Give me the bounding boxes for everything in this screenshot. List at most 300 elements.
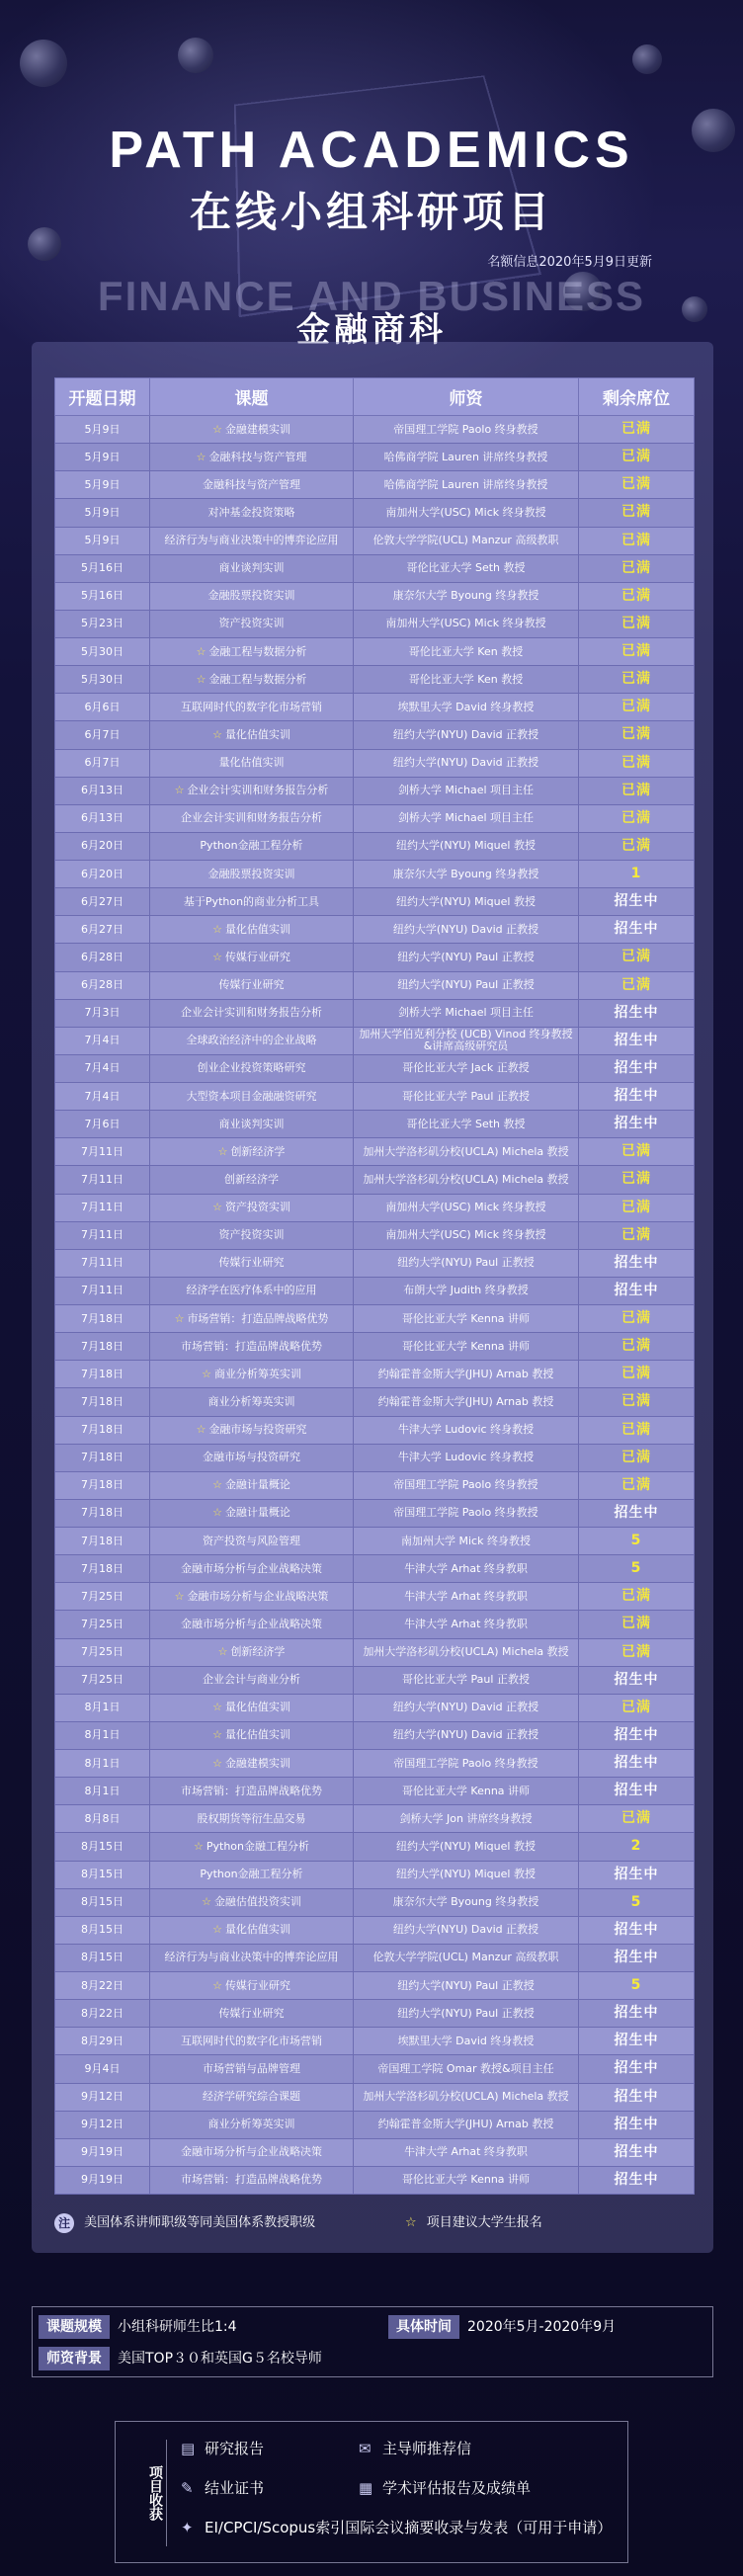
row-course: 金融股票投资实训 <box>207 867 295 880</box>
row-course: 金融建模实训 <box>224 1756 290 1770</box>
row-seats-cell <box>579 1388 695 1416</box>
row-date: 8月1日 <box>55 1750 150 1778</box>
row-course: 金融市场分析与企业战略决策 <box>181 1561 322 1575</box>
row-date: 7月4日 <box>55 1054 150 1082</box>
row-mentor: 帝国理工学院 Paolo 终身教授 <box>354 1471 579 1499</box>
star-icon: ☆ <box>196 644 206 658</box>
row-mentor: 加州大学伯克利分校 (UCB) Vinod 终身教授&讲席高级研究员 <box>354 1027 579 1054</box>
row-course-cell <box>150 2055 354 2083</box>
row-course: 股权期货等衍生品交易 <box>197 1811 306 1825</box>
table-row <box>55 1138 695 1166</box>
row-course: 量化估值实训 <box>218 756 285 770</box>
row-mentor: 纽约大学(NYU) Paul 正教授 <box>354 971 579 999</box>
decorative-sphere <box>632 44 662 74</box>
row-course: 金融计量概论 <box>224 1506 290 1520</box>
seat-status-badge: 已满 <box>621 615 651 631</box>
table-row <box>55 1083 695 1111</box>
row-seats-cell <box>579 804 695 832</box>
row-seats-cell <box>579 2111 695 2138</box>
row-date: 8月22日 <box>55 2000 150 2028</box>
deliverable-text: 研究报告 <box>205 2440 265 2457</box>
row-seats-cell <box>579 944 695 971</box>
table-row <box>55 2000 695 2028</box>
ghost-section-title: FINANCE AND BUSINESS <box>97 273 646 319</box>
row-date: 7月18日 <box>55 1528 150 1555</box>
row-mentor: 伦敦大学学院(UCL) Manzur 高级教职 <box>354 527 579 554</box>
row-mentor: 纽约大学(NYU) David 正教授 <box>354 1916 579 1944</box>
row-seats-cell <box>579 2166 695 2194</box>
seat-status-badge: 已满 <box>621 809 651 826</box>
row-mentor: 康奈尔大学 Byoung 终身教授 <box>354 861 579 888</box>
row-mentor: 约翰霍普金斯大学(JHU) Arnab 教授 <box>354 1388 579 1416</box>
row-seats-cell <box>579 1888 695 1916</box>
row-mentor: 南加州大学(USC) Mick 终身教授 <box>354 1221 579 1249</box>
section-title: 金融商科 <box>296 310 447 350</box>
deliverable-text: EI/CPCI/Scopus索引国际会议摘要收录与发表（可用于申请） <box>205 2519 613 2536</box>
star-icon: ☆ <box>212 727 222 741</box>
seat-status-badge: 5 <box>630 1893 642 1910</box>
seat-status-badge: 招生中 <box>614 921 659 938</box>
row-course-cell <box>150 1694 354 1721</box>
row-course: 金融市场与投资研究 <box>203 1451 300 1464</box>
row-mentor: 布朗大学 Judith 终身教授 <box>354 1277 579 1304</box>
star-icon: ☆ <box>212 1978 222 1992</box>
row-seats-cell <box>579 1138 695 1166</box>
legend-note-text: 美国体系讲师职级等同美国体系教授职级 <box>84 2215 316 2230</box>
row-mentor: 牛津大学 Arhat 终身教职 <box>354 1611 579 1638</box>
seat-status-badge: 已满 <box>621 504 651 521</box>
seat-status-badge: 已满 <box>621 1476 651 1493</box>
row-date: 5月9日 <box>55 471 150 499</box>
table-row <box>55 1528 695 1555</box>
column-header-mentor: 师资 <box>354 378 579 416</box>
row-date: 7月11日 <box>55 1166 150 1194</box>
seat-status-badge: 已满 <box>621 421 651 438</box>
star-icon: ☆ <box>217 1645 228 1659</box>
row-seats-cell <box>579 861 695 888</box>
row-course-cell <box>150 721 354 749</box>
row-course-cell <box>150 1721 354 1749</box>
row-course-cell <box>150 944 354 971</box>
seat-status-badge: 招生中 <box>614 1866 659 1882</box>
row-course-cell <box>150 749 354 777</box>
row-course-cell <box>150 527 354 554</box>
row-course-cell <box>150 1805 354 1833</box>
table-row <box>55 1054 695 1082</box>
row-seats-cell <box>579 582 695 610</box>
table-row <box>55 1583 695 1611</box>
table-row <box>55 1972 695 2000</box>
star-icon: ☆ <box>212 950 222 963</box>
row-date: 5月9日 <box>55 527 150 554</box>
legend-star <box>405 2211 542 2230</box>
row-seats-cell <box>579 749 695 777</box>
row-date: 7月18日 <box>55 1388 150 1416</box>
table-row <box>55 1277 695 1304</box>
table-row <box>55 1611 695 1638</box>
star-icon: ☆ <box>212 1478 222 1492</box>
row-course-cell <box>150 1054 354 1082</box>
row-seats-cell <box>579 1444 695 1471</box>
row-date: 8月29日 <box>55 2028 150 2055</box>
row-course: 金融科技与资产管理 <box>203 477 300 491</box>
row-mentor: 牛津大学 Arhat 终身教职 <box>354 1555 579 1583</box>
row-course-cell <box>150 861 354 888</box>
row-date: 7月25日 <box>55 1611 150 1638</box>
table-row <box>55 1721 695 1749</box>
row-seats-cell <box>579 2055 695 2083</box>
table-row <box>55 1305 695 1333</box>
seat-status-badge: 已满 <box>621 1338 651 1355</box>
row-course: 企业会计实训和财务报告分析 <box>181 811 322 825</box>
row-date: 6月20日 <box>55 861 150 888</box>
row-course: 大型资本项目金融融资研究 <box>186 1089 317 1103</box>
row-course-cell <box>150 2083 354 2111</box>
table-row <box>55 1249 695 1277</box>
seat-status-badge: 已满 <box>621 1310 651 1327</box>
row-course: 对冲基金投资策略 <box>207 505 295 519</box>
seat-status-badge: 2 <box>630 1838 642 1855</box>
row-date: 7月3日 <box>55 999 150 1027</box>
seat-status-badge: 招生中 <box>614 1116 659 1132</box>
seat-status-badge: 招生中 <box>614 1032 659 1048</box>
row-date: 8月22日 <box>55 1972 150 2000</box>
row-date: 7月4日 <box>55 1027 150 1054</box>
row-mentor: 帝国理工学院 Paolo 终身教授 <box>354 416 579 444</box>
table-row <box>55 721 695 749</box>
row-seats-cell <box>579 554 695 582</box>
deliverables-box <box>115 2421 628 2563</box>
table-row <box>55 471 695 499</box>
row-mentor: 哥伦比亚大学 Kenna 讲师 <box>354 1333 579 1361</box>
row-course: 资产投资实训 <box>224 1201 290 1214</box>
seat-status-badge: 招生中 <box>614 1504 659 1521</box>
report-icon: ▦ <box>359 2479 373 2497</box>
table-row <box>55 1833 695 1861</box>
table-row <box>55 1888 695 1916</box>
table-row <box>55 610 695 637</box>
row-course: 经济学在医疗体系中的应用 <box>186 1284 317 1297</box>
row-course: 金融计量概论 <box>224 1478 290 1492</box>
row-seats-cell <box>579 1778 695 1805</box>
row-date: 6月27日 <box>55 916 150 944</box>
star-icon: ☆ <box>212 1201 222 1214</box>
table-row <box>55 861 695 888</box>
row-course-cell <box>150 832 354 860</box>
row-course: 互联网时代的数字化市场营销 <box>181 2034 322 2047</box>
row-course: 传媒行业研究 <box>218 978 285 992</box>
row-course-cell <box>150 2028 354 2055</box>
row-date: 8月1日 <box>55 1721 150 1749</box>
row-date: 7月18日 <box>55 1305 150 1333</box>
row-course-cell <box>150 999 354 1027</box>
row-date: 7月11日 <box>55 1138 150 1166</box>
row-date: 7月18日 <box>55 1471 150 1499</box>
seat-status-badge: 已满 <box>621 559 651 576</box>
table-header-row <box>55 378 695 416</box>
row-seats-cell <box>579 1583 695 1611</box>
row-mentor: 南加州大学 Mick 终身教授 <box>354 1528 579 1555</box>
row-seats-cell <box>579 1221 695 1249</box>
seat-status-badge: 招生中 <box>614 2005 659 2022</box>
seat-status-badge: 已满 <box>621 643 651 660</box>
row-course-cell <box>150 1638 354 1666</box>
decorative-sphere <box>20 40 67 87</box>
row-seats-cell <box>579 1471 695 1499</box>
table-row <box>55 804 695 832</box>
seat-status-badge: 已满 <box>621 726 651 743</box>
row-date: 6月20日 <box>55 832 150 860</box>
row-date: 9月4日 <box>55 2055 150 2083</box>
table-row <box>55 1444 695 1471</box>
row-course-cell <box>150 2138 354 2166</box>
row-course-cell <box>150 416 354 444</box>
row-date: 5月16日 <box>55 554 150 582</box>
row-date: 6月27日 <box>55 888 150 916</box>
row-course-cell <box>150 1555 354 1583</box>
row-course-cell <box>150 1499 354 1527</box>
row-course: 传媒行业研究 <box>218 2006 285 2020</box>
deliverable-text: 学术评估报告及成绩单 <box>382 2479 532 2497</box>
row-course: 量化估值实训 <box>224 1923 290 1937</box>
table-row <box>55 777 695 804</box>
row-seats-cell <box>579 638 695 666</box>
row-date: 7月18日 <box>55 1499 150 1527</box>
row-seats-cell <box>579 1083 695 1111</box>
star-icon: ☆ <box>405 2215 417 2230</box>
program-subtitle: 在线小组科研项目 <box>189 188 553 236</box>
row-course-cell <box>150 1027 354 1054</box>
seat-status-badge: 已满 <box>621 949 651 965</box>
row-course-cell <box>150 499 354 527</box>
row-course: 商业分析筹英实训 <box>213 1367 301 1380</box>
row-course-cell <box>150 1666 354 1694</box>
table-row <box>55 694 695 721</box>
star-icon: ☆ <box>212 422 222 436</box>
row-seats-cell <box>579 444 695 471</box>
row-mentor: 纽约大学(NYU) Miquel 教授 <box>354 888 579 916</box>
row-mentor: 剑桥大学 Michael 项目主任 <box>354 804 579 832</box>
row-mentor: 纽约大学(NYU) Paul 正教授 <box>354 1972 579 2000</box>
row-seats-cell <box>579 2138 695 2166</box>
seat-status-badge: 招生中 <box>614 2060 659 2077</box>
star-icon: ☆ <box>196 1423 206 1437</box>
table-row <box>55 2083 695 2111</box>
row-course: 量化估值实训 <box>224 1701 290 1714</box>
seat-status-badge: 已满 <box>621 671 651 688</box>
row-mentor: 纽约大学(NYU) David 正教授 <box>354 916 579 944</box>
seat-status-badge: 已满 <box>621 754 651 771</box>
decorative-sphere <box>178 38 213 73</box>
deliverable-item <box>181 2517 612 2537</box>
row-mentor: 南加州大学(USC) Mick 终身教授 <box>354 1194 579 1221</box>
row-course: 商业谈判实训 <box>218 1117 285 1130</box>
table-row <box>55 582 695 610</box>
row-course: 金融建模实训 <box>224 422 290 436</box>
row-seats-cell <box>579 1861 695 1888</box>
seat-status-badge: 1 <box>630 866 642 882</box>
row-course-cell <box>150 1778 354 1805</box>
row-course: 金融市场分析与企业战略决策 <box>181 1617 322 1630</box>
row-course-cell <box>150 971 354 999</box>
scale-value: 小组科研师生比1:4 <box>118 2319 237 2335</box>
row-date: 7月25日 <box>55 1583 150 1611</box>
row-seats-cell <box>579 1111 695 1138</box>
star-icon: ☆ <box>174 784 185 797</box>
row-course-cell <box>150 2166 354 2194</box>
schedule-body <box>55 416 695 2195</box>
row-course: 全球政治经济中的企业战略 <box>186 1034 317 1047</box>
row-course: 资产投资实训 <box>218 1228 285 1242</box>
program-info-box <box>32 2306 713 2377</box>
row-course: 商业分析筹英实训 <box>207 2118 295 2131</box>
table-row <box>55 1333 695 1361</box>
row-seats-cell <box>579 971 695 999</box>
row-course: 金融估值投资实训 <box>213 1895 301 1909</box>
seat-status-badge: 已满 <box>621 1226 651 1243</box>
row-seats-cell <box>579 1027 695 1054</box>
star-icon: ☆ <box>212 1506 222 1520</box>
row-course: 市场营销与品牌管理 <box>203 2061 300 2075</box>
row-course: 企业会计与商业分析 <box>203 1673 300 1687</box>
seat-status-badge: 已满 <box>621 1366 651 1382</box>
row-course-cell <box>150 444 354 471</box>
row-course: 创新经济学 <box>230 1144 286 1158</box>
table-row <box>55 1221 695 1249</box>
table-row <box>55 1944 695 1971</box>
row-mentor: 南加州大学(USC) Mick 终身教授 <box>354 610 579 637</box>
row-mentor: 牛津大学 Ludovic 终身教授 <box>354 1444 579 1471</box>
deliverable-text: 结业证书 <box>205 2479 265 2497</box>
row-date: 7月11日 <box>55 1194 150 1221</box>
legend-note <box>54 2211 315 2233</box>
row-date: 7月18日 <box>55 1555 150 1583</box>
table-row <box>55 1194 695 1221</box>
seat-status-badge: 招生中 <box>614 2171 659 2188</box>
seat-status-badge: 已满 <box>621 1171 651 1188</box>
scale-tag: 课题规模 <box>39 2315 110 2339</box>
row-course-cell <box>150 1388 354 1416</box>
row-course-cell <box>150 1944 354 1971</box>
row-course-cell <box>150 638 354 666</box>
row-date: 7月6日 <box>55 1111 150 1138</box>
table-row <box>55 1499 695 1527</box>
row-mentor: 哈佛商学院 Lauren 讲席终身教授 <box>354 444 579 471</box>
star-icon: ☆ <box>202 1895 211 1909</box>
row-mentor: 加州大学洛杉矶分校(UCLA) Michela 教授 <box>354 1138 579 1166</box>
row-date: 5月23日 <box>55 610 150 637</box>
row-seats-cell <box>579 1528 695 1555</box>
row-date: 9月19日 <box>55 2138 150 2166</box>
row-seats-cell <box>579 416 695 444</box>
seat-status-badge: 已满 <box>621 1810 651 1827</box>
row-seats-cell <box>579 1611 695 1638</box>
row-course: 创新经济学 <box>230 1645 286 1659</box>
seat-status-badge: 招生中 <box>614 2088 659 2105</box>
star-icon: ☆ <box>212 1701 222 1714</box>
row-date: 8月15日 <box>55 1944 150 1971</box>
row-mentor: 纽约大学(NYU) Miquel 教授 <box>354 1833 579 1861</box>
row-mentor: 埃默里大学 David 终身教授 <box>354 694 579 721</box>
row-mentor: 哥伦比亚大学 Ken 教授 <box>354 666 579 694</box>
row-seats-cell <box>579 1666 695 1694</box>
table-row <box>55 1778 695 1805</box>
row-course: 市场营销：打造品牌战略优势 <box>187 1311 329 1325</box>
row-date: 9月12日 <box>55 2111 150 2138</box>
table-row <box>55 2138 695 2166</box>
row-course: 商业谈判实训 <box>218 561 285 575</box>
table-row <box>55 1027 695 1054</box>
table-row <box>55 1666 695 1694</box>
row-course: 创新经济学 <box>224 1172 279 1186</box>
seat-status-badge: 招生中 <box>614 2033 659 2049</box>
seat-status-badge: 已满 <box>621 532 651 548</box>
row-course-cell <box>150 1111 354 1138</box>
seat-status-badge: 已满 <box>621 1199 651 1215</box>
table-row <box>55 499 695 527</box>
row-seats-cell <box>579 1277 695 1304</box>
mail-icon: ✉ <box>359 2440 372 2457</box>
star-icon: ☆ <box>212 922 222 936</box>
table-row <box>55 888 695 916</box>
row-mentor: 纽约大学(NYU) Paul 正教授 <box>354 2000 579 2028</box>
row-mentor: 康奈尔大学 Byoung 终身教授 <box>354 1888 579 1916</box>
row-course-cell <box>150 1166 354 1194</box>
row-mentor: 剑桥大学 Jon 讲席终身教授 <box>354 1805 579 1833</box>
row-course: 传媒行业研究 <box>224 1978 290 1992</box>
row-course-cell <box>150 471 354 499</box>
row-course-cell <box>150 554 354 582</box>
row-mentor: 加州大学洛杉矶分校(UCLA) Michela 教授 <box>354 1638 579 1666</box>
seat-status-badge: 已满 <box>621 1616 651 1632</box>
row-course: 金融市场分析与企业战略决策 <box>181 2145 322 2159</box>
row-seats-cell <box>579 1499 695 1527</box>
star-icon: ☆ <box>174 1589 185 1603</box>
row-course: 市场营销：打造品牌战略优势 <box>181 1784 322 1797</box>
row-course-cell <box>150 1361 354 1388</box>
row-mentor: 帝国理工学院 Paolo 终身教授 <box>354 1499 579 1527</box>
row-course: 市场营销：打造品牌战略优势 <box>181 1339 322 1353</box>
row-seats-cell <box>579 832 695 860</box>
seat-status-badge: 招生中 <box>614 1282 659 1298</box>
row-seats-cell <box>579 499 695 527</box>
seat-status-badge: 招生中 <box>614 1088 659 1105</box>
row-date: 5月30日 <box>55 638 150 666</box>
seat-status-badge: 招生中 <box>614 1254 659 1271</box>
row-mentor: 纽约大学(NYU) David 正教授 <box>354 1721 579 1749</box>
star-icon: ☆ <box>212 1756 222 1770</box>
table-row <box>55 2028 695 2055</box>
update-note: 名额信息2020年5月9日更新 <box>487 255 652 270</box>
row-date: 6月28日 <box>55 971 150 999</box>
table-row <box>55 832 695 860</box>
row-course-cell <box>150 1972 354 2000</box>
star-icon: ☆ <box>202 1367 211 1380</box>
table-row <box>55 2111 695 2138</box>
row-course-cell <box>150 1277 354 1304</box>
row-date: 7月11日 <box>55 1221 150 1249</box>
seat-status-badge: 已满 <box>621 587 651 604</box>
row-mentor: 哥伦比亚大学 Kenna 讲师 <box>354 1778 579 1805</box>
row-mentor: 牛津大学 Arhat 终身教职 <box>354 2138 579 2166</box>
row-seats-cell <box>579 1805 695 1833</box>
row-mentor: 剑桥大学 Michael 项目主任 <box>354 777 579 804</box>
seat-status-badge: 5 <box>630 1560 642 1577</box>
row-mentor: 帝国理工学院 Omar 教授&项目主任 <box>354 2055 579 2083</box>
row-mentor: 伦敦大学学院(UCL) Manzur 高级教职 <box>354 1944 579 1971</box>
row-course-cell <box>150 1333 354 1361</box>
table-row <box>55 1361 695 1388</box>
